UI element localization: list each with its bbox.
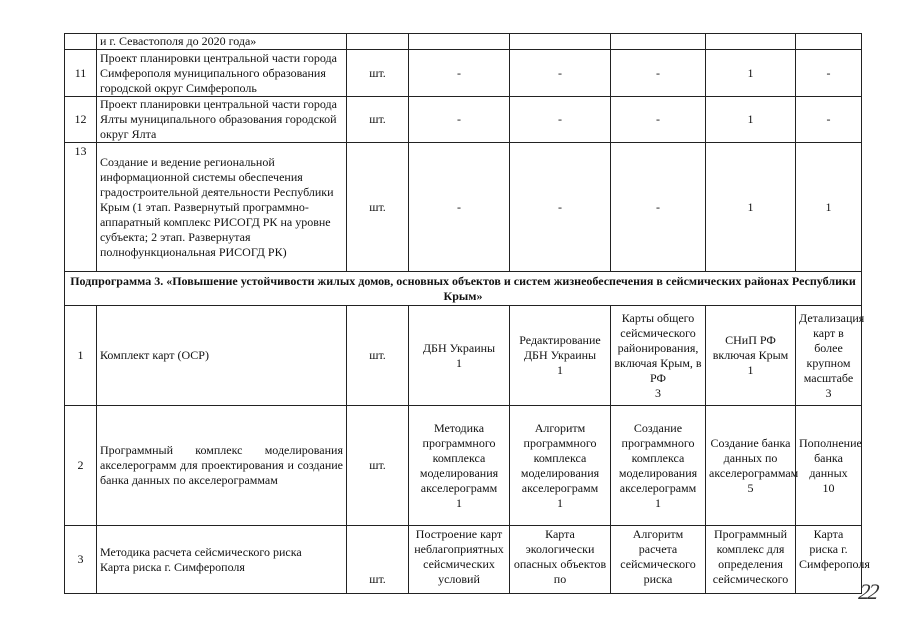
row-value: - xyxy=(409,143,510,272)
row-description: Проект планировки центральной части города Симферополя муниципального образования городской округ Симферополь xyxy=(97,50,347,97)
row-unit: шт. xyxy=(347,97,409,143)
row-number: 12 xyxy=(65,97,97,143)
row-number xyxy=(65,34,97,50)
row-value: - xyxy=(510,50,611,97)
row-unit: шт. xyxy=(347,50,409,97)
row-value: Карта экологически опасных объектов по xyxy=(510,526,611,594)
row-value: Алгоритм программного комплекса моделирования акселерограмм 1 xyxy=(510,406,611,526)
row-value: Пополнение банка данных 10 xyxy=(796,406,862,526)
table-row xyxy=(65,406,862,526)
row-value: - xyxy=(796,50,862,97)
row-unit: шт. xyxy=(347,143,409,272)
row-number: 13 xyxy=(65,143,97,272)
row-description: Комплект карт (ОСР) xyxy=(97,306,347,406)
row-unit: шт. xyxy=(347,526,409,594)
row-value: Создание программного комплекса моделирования акселерограмм 1 xyxy=(611,406,706,526)
row-value: Карты общего сейсмического районирования, включая Крым, в РФ 3 xyxy=(611,306,706,406)
row-value: Построение карт неблагоприятных сейсмических условий xyxy=(409,526,510,594)
row-value: 1 xyxy=(706,50,796,97)
row-value: Карта риска г. Симферополя xyxy=(796,526,862,594)
row-value: Редактирование ДБН Украины 1 xyxy=(510,306,611,406)
row-description: Программный комплекс моделирования акселерограмм для проектирования и создание банка данных по акселерограммам xyxy=(97,406,347,526)
row-value: Детализация карт в более крупном масштабе 3 xyxy=(796,306,862,406)
row-value: Алгоритм расчета сейсмического риска xyxy=(611,526,706,594)
row-value: 1 xyxy=(796,143,862,272)
table-row xyxy=(65,306,862,406)
row-description: Создание и ведение региональной информационной системы обеспечения градостроительной деятельности Республики Крым (1 этап. Развернутый программно-аппаратный комплекс РИСОГД РК на уровне субъекта; 2 этап. Развернутая полнофункциональная РИСОГД РК) xyxy=(97,143,347,272)
row-number: 11 xyxy=(65,50,97,97)
document-table xyxy=(64,33,870,594)
row-value: Создание банка данных по акселерограммам 5 xyxy=(706,406,796,526)
row-value: 1 xyxy=(706,97,796,143)
row-unit: шт. xyxy=(347,306,409,406)
section-heading: Подпрограмма 3. «Повышение устойчивости жилых домов, основных объектов и систем жизнеобеспечения в сейсмических районах Республики Крым» xyxy=(65,272,862,306)
row-value: - xyxy=(510,143,611,272)
row-number: 2 xyxy=(65,406,97,526)
section-row xyxy=(65,272,862,306)
row-value: ДБН Украины 1 xyxy=(409,306,510,406)
table-row xyxy=(65,50,862,97)
row-number: 3 xyxy=(65,526,97,594)
row-value: 1 xyxy=(706,143,796,272)
table-row xyxy=(65,34,862,50)
row-description: Проект планировки центральной части города Ялты муниципального образования городской округ Ялта xyxy=(97,97,347,143)
row-value: - xyxy=(611,143,706,272)
row-value: СНиП РФ включая Крым 1 xyxy=(706,306,796,406)
row-value: - xyxy=(611,97,706,143)
row-value: - xyxy=(510,97,611,143)
row-description: и г. Севастополя до 2020 года» xyxy=(97,34,347,50)
row-value: - xyxy=(409,50,510,97)
row-value: - xyxy=(796,97,862,143)
row-value: Методика программного комплекса моделирования акселерограмм 1 xyxy=(409,406,510,526)
table-row xyxy=(65,97,862,143)
row-unit: шт. xyxy=(347,406,409,526)
page-number: 22 xyxy=(857,579,879,604)
table-row xyxy=(65,526,862,594)
row-value: - xyxy=(611,50,706,97)
row-value: - xyxy=(409,97,510,143)
row-description: Методика расчета сейсмического риска Карта риска г. Симферополя xyxy=(97,526,347,594)
row-number: 1 xyxy=(65,306,97,406)
table-row xyxy=(65,143,862,272)
row-value: Программный комплекс для определения сейсмического xyxy=(706,526,796,594)
